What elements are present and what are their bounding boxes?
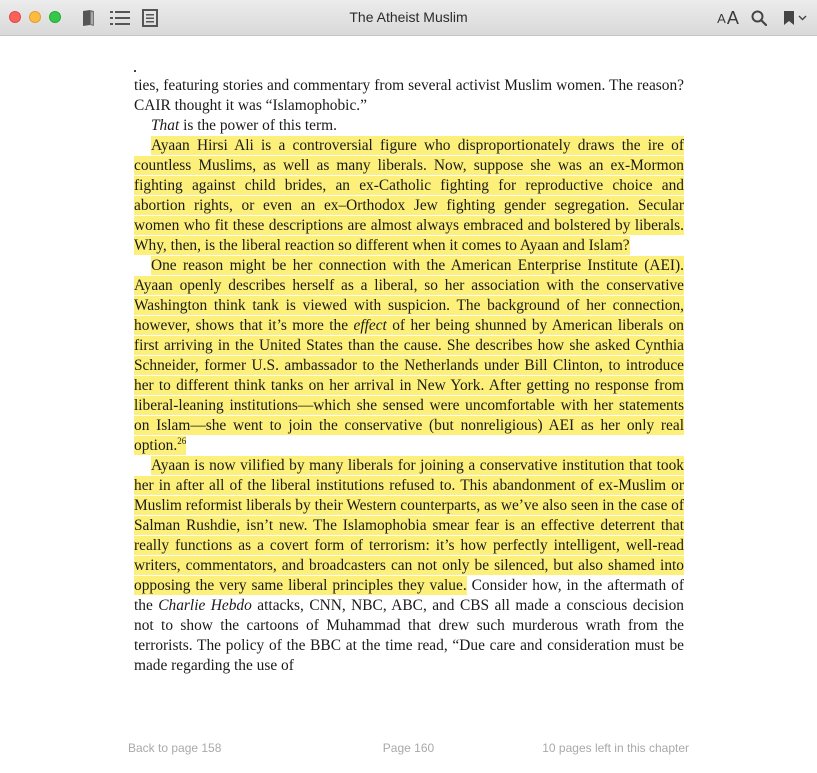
page-marker — [134, 70, 136, 72]
footnote-link[interactable]: 26 — [177, 435, 187, 446]
search-icon — [751, 10, 767, 26]
emphasis-text: That — [151, 117, 180, 134]
zoom-button[interactable] — [49, 11, 61, 23]
font-size-small-glyph: A — [717, 10, 726, 26]
search-button[interactable] — [749, 7, 769, 29]
paragraph: ties, featuring stories and commentary from several activist Muslim women. The reason? CAIR thought it was “Islamophobic.” — [134, 77, 684, 114]
paragraph-text: One reason might be her connection with the American Enterprise Institute (AEI). Ayaan openly describes herself as a liberal, so her association with the conservative Washington think tank is viewed with suspicion. The background of her connection, however, shows that it’s more the — [134, 257, 684, 334]
font-size-button[interactable] — [714, 7, 742, 29]
chevron-down-icon — [798, 15, 807, 21]
paragraph-text: Consider how, in the aftermath of the — [134, 577, 684, 614]
close-button[interactable] — [9, 11, 21, 23]
paragraph — [134, 456, 684, 676]
paragraph-text: attacks, CNN, NBC, ABC, and CBS all made a conscious decision not to show the cartoons of Muhammad that drew such murderous wrath from the terrorists. The policy of the BBC at the time read, “Due care and consideration must be made regarding the use of — [134, 597, 684, 674]
book-page-text[interactable] — [134, 76, 684, 676]
emphasis-text: Charlie Hebdo — [158, 597, 252, 614]
library-icon — [81, 9, 97, 27]
pages-left-label: 10 pages left in this chapter — [542, 741, 689, 755]
highlight[interactable] — [134, 256, 684, 455]
window-title: The Atheist Muslim — [349, 9, 468, 25]
paragraph — [134, 116, 684, 136]
paragraph-text: is the power of this term. — [179, 117, 337, 134]
highlighted-paragraph — [134, 256, 684, 456]
notes-icon — [142, 9, 158, 27]
bookmark-icon — [783, 10, 795, 26]
table-of-contents-button[interactable] — [109, 7, 131, 29]
bookmark-button[interactable] — [780, 7, 810, 29]
table-of-contents-icon — [110, 10, 130, 26]
minimize-button[interactable] — [29, 11, 41, 23]
font-size-large-glyph: A — [726, 7, 739, 28]
back-to-page-link[interactable]: Back to page 158 — [128, 741, 222, 755]
paragraph-text: of her being shunned by American liberals on first arriving in the United States than the cause. She describes how she asked Cynthia Schneider, former U.S. ambassador to the Netherlands under Bill Clinton, to introduce her to different think tanks on her arrival in New York. After getting no response from liberal-leaning institutions—which she sensed were uncomfortable with her statements on Islam—she went to join the conservative (but nonreligious) AEI as her only real option. — [134, 317, 684, 454]
emphasis-text: effect — [353, 317, 387, 334]
library-button[interactable] — [78, 7, 100, 29]
notes-button[interactable] — [140, 7, 160, 29]
page-number: Page 160 — [382, 741, 435, 755]
highlighted-paragraph — [134, 136, 684, 256]
highlight[interactable]: Ayaan Hirsi Ali is a controversial figure who disproportionately draws the ire of countless Muslims, as well as many liberals. Now, suppose she was an ex-Mormon fighting against child brides, an ex-Catholic fighting for reproductive choice and abortion rights, or even an ex–Orthodox Jew fighting gender segregation. Secular women who fit these descriptions are almost always embraced and bolstered by liberals. Why, then, is the liberal reaction so different when it comes to Ayaan and Islam? — [134, 137, 684, 254]
highlight[interactable]: Ayaan is now vilified by many liberals for joining a conservative institution that took her in after all of the liberal institutions refused to. This abandonment of ex-Muslim or Muslim reformist liberals by their Western counterparts, as we’ve also seen in the case of Salman Rushdie, isn’t new. The Islamophobia smear fear is an effective deterrent that really functions as a covert form of terrorism: it’s how perfectly intelligent, well-read writers, commentators, and broadcasters can not only be silenced, but also shamed into opposing the very same liberal principles they value. — [134, 457, 684, 594]
title-bar — [0, 0, 817, 36]
